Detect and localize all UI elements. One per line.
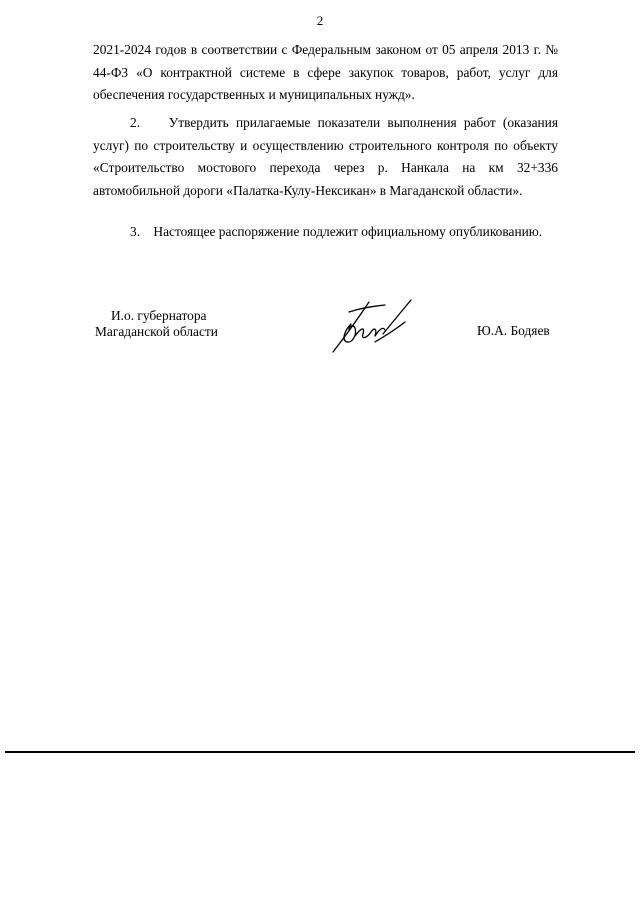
signatory-position-line-1: И.о. губернатора: [111, 308, 207, 323]
handwritten-signature: [325, 296, 415, 358]
signatory-position-line-2: Магаданской области: [95, 324, 218, 339]
page-number: 2: [316, 13, 324, 28]
paragraph-3: 3. Настоящее распоряжение подлежит официальному опубликованию.: [130, 224, 543, 239]
signatory-position: [95, 308, 218, 340]
paragraph-2: 2. Утвердить прилагаемые показатели выполнения работ (оказания услуг) по строительству и осуществлению строительного контроля по объекту «Строительство мостового перехода через р. Нанкала на км 32+336 автомобильной дороги «Палатка-Кулу-Нексикан» в Магаданской области».: [93, 115, 558, 198]
paragraph-1: 2021-2024 годов в соответствии с Федеральным законом от 05 апреля 2013 г. № 44-ФЗ «О контрактной системе в сфере закупок товаров, работ, услуг для обеспечения государственных и муниципальных нужд».: [93, 42, 558, 102]
signatory-name: Ю.А. Бодяев: [477, 323, 550, 338]
bottom-divider-line: [5, 751, 635, 753]
